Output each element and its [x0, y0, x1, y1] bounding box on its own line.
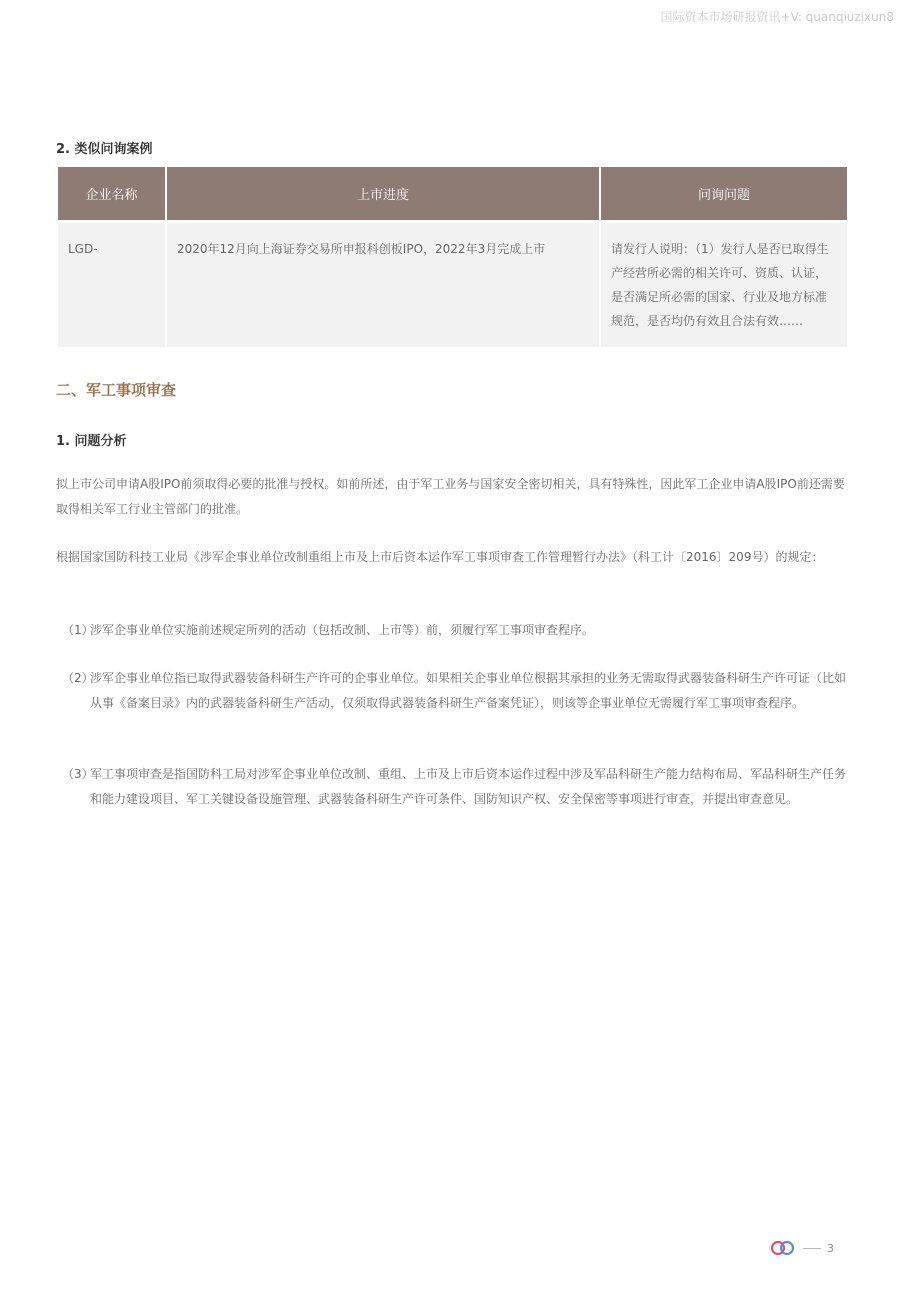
- list-item-number: （3）: [62, 767, 94, 781]
- paragraph-regulation: 根据国家国防科技工业局《涉军企事业单位改制重组上市及上市后资本运作军工事项审查工作管理暂行办法》（科工计〔2016〕209号）的规定：: [56, 550, 824, 564]
- list-item: [62, 666, 852, 716]
- table-row: [58, 223, 847, 347]
- section-heading-analysis: 1. 问题分析: [56, 434, 127, 449]
- column-header-progress: 上市进度: [167, 167, 599, 220]
- cell-progress: 2020年12月向上海证券交易所申报科创板IPO，2022年3月完成上市: [167, 223, 599, 347]
- table-header-row: [58, 167, 847, 220]
- list-item-text: 涉军企事业单位实施前述规定所列的活动（包括改制、上市等）前，须履行军工事项审查程序。: [90, 623, 595, 637]
- page-number: 3: [827, 1241, 834, 1255]
- list-item-number: （2）: [62, 671, 94, 685]
- case-table: [56, 167, 849, 347]
- column-header-question: 问询问题: [601, 167, 847, 220]
- logo-icon: [769, 1240, 797, 1256]
- list-item: [62, 762, 852, 812]
- cell-question: 请发行人说明：（1）发行人是否已取得生产经营所必需的相关许可、资质、认证，是否满足所必需的国家、行业及地方标准规范，是否均仍有效且合法有效……: [601, 223, 847, 347]
- footer-divider: [803, 1248, 821, 1249]
- section-heading-military: 二、军工事项审查: [56, 381, 177, 399]
- list-item-text: 军工事项审查是指国防科工局对涉军企事业单位改制、重组、上市及上市后资本运作过程中涉及军品科研生产能力结构布局、军品科研生产任务和能力建设项目、军工关键设备设施管理、武器装备科研生产许可条件、国防知识产权、安全保密等事项进行审查，并提出审查意见。: [90, 767, 847, 806]
- list-item: [62, 618, 852, 643]
- column-header-company: 企业名称: [58, 167, 165, 220]
- list-item-text: 涉军企事业单位指已取得武器装备科研生产许可的企事业单位。如果相关企事业单位根据其承担的业务无需取得武器装备科研生产许可证（比如从事《备案目录》内的武器装备科研生产活动，仅须取得武器装备科研生产备案凭证），则该等企事业单位无需履行军工事项审查程序。: [90, 671, 847, 710]
- watermark-text: 国际资本市场研报资讯+V: quanqiuzixun8: [660, 10, 894, 24]
- section-heading-cases: 2. 类似问询案例: [56, 142, 153, 157]
- cell-company: LGD-: [58, 223, 165, 347]
- page-footer: [769, 1240, 834, 1256]
- list-item-number: （1）: [62, 623, 94, 637]
- paragraph-approval: 拟上市公司申请A股IPO前须取得必要的批准与授权。如前所述，由于军工业务与国家安全密切相关，具有特殊性，因此军工企业申请A股IPO前还需要取得相关军工行业主管部门的批准。: [56, 477, 845, 516]
